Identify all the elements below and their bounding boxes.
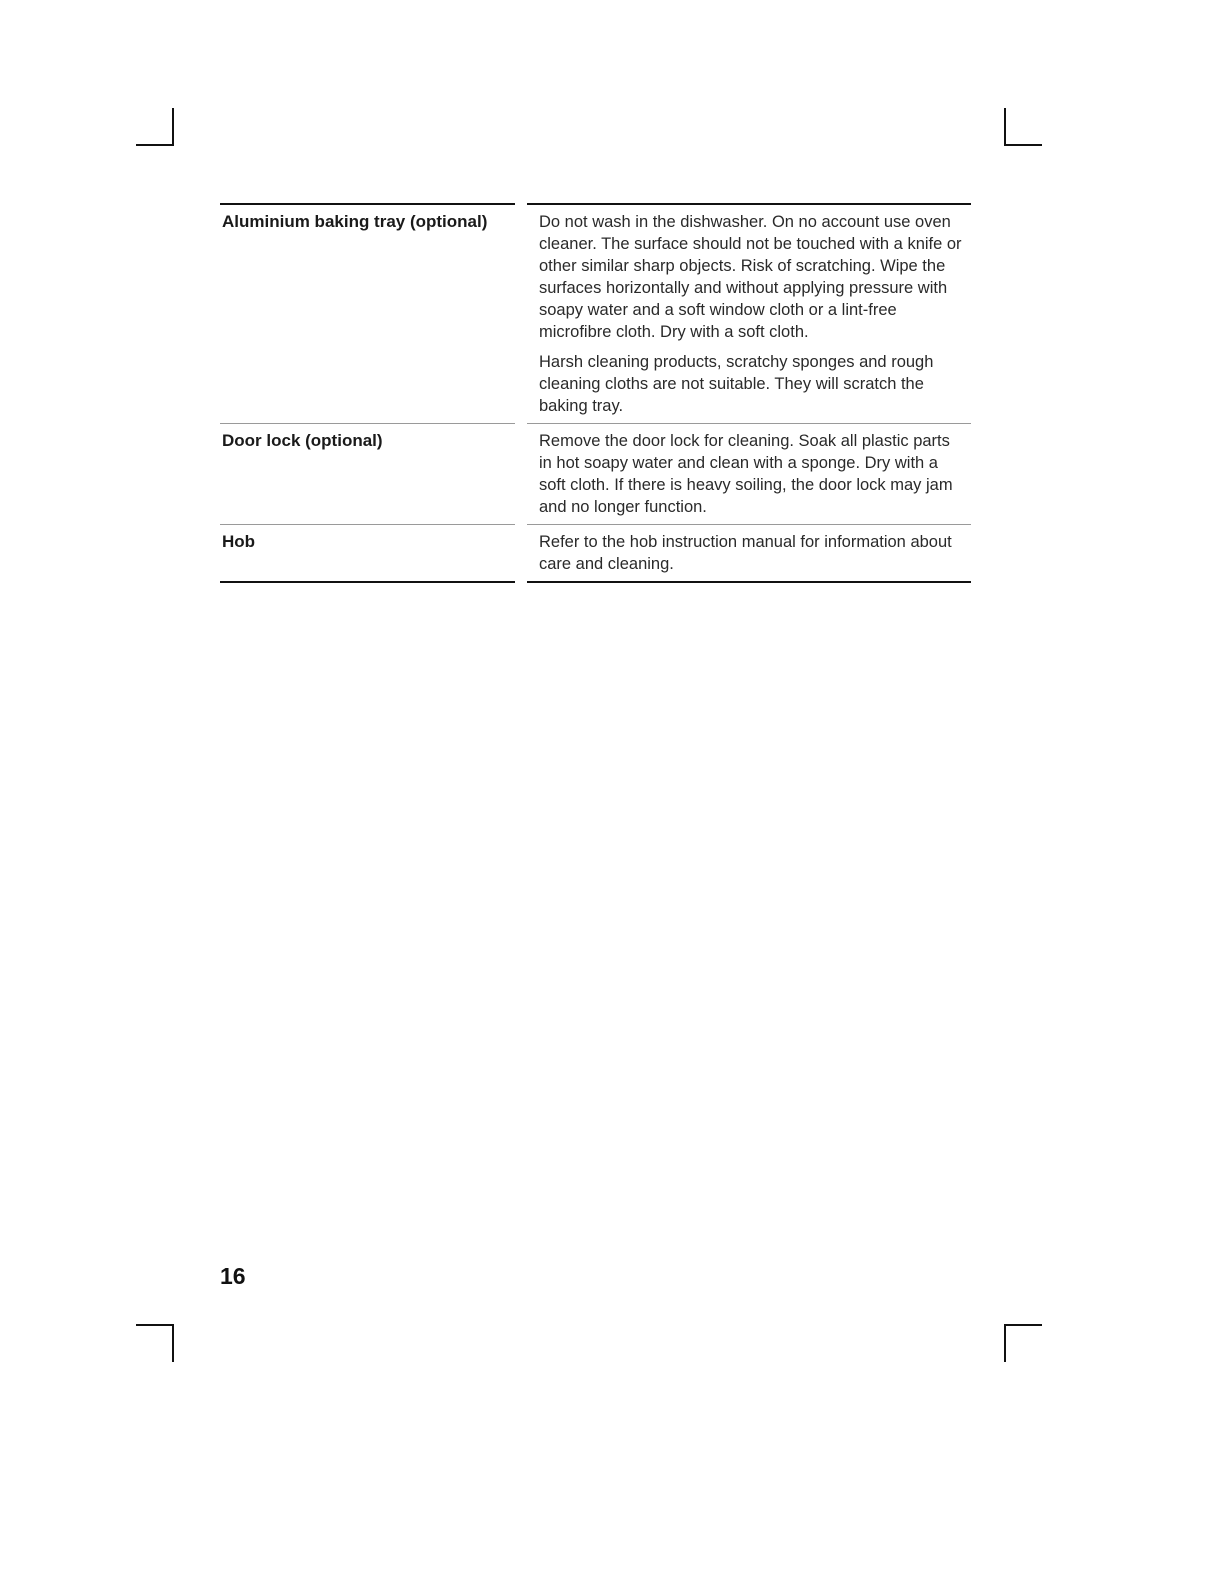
page-number: 16 bbox=[220, 1263, 246, 1289]
care-table bbox=[220, 203, 971, 583]
item-name: Door lock (optional) bbox=[220, 424, 521, 525]
table-row bbox=[220, 424, 971, 525]
item-description bbox=[521, 525, 971, 583]
crop-mark-bottom-left-vertical bbox=[172, 1324, 174, 1362]
crop-mark-top-right-vertical bbox=[1004, 108, 1006, 146]
description-paragraph: Refer to the hob instruction manual for information about care and cleaning. bbox=[539, 533, 952, 573]
crop-mark-top-left-vertical bbox=[172, 108, 174, 146]
crop-mark-bottom-left-horizontal bbox=[136, 1324, 174, 1326]
table-row bbox=[220, 204, 971, 424]
item-description bbox=[521, 204, 971, 424]
crop-mark-bottom-right-vertical bbox=[1004, 1324, 1006, 1362]
description-paragraph: Remove the door lock for cleaning. Soak all plastic parts in hot soapy water and clean with a sponge. Dry with a soft cloth. If there is heavy soiling, the door lock may jam and no longer function. bbox=[539, 432, 953, 516]
description-paragraph: Harsh cleaning products, scratchy sponges and rough cleaning cloths are not suitable. They will scratch the baking tray. bbox=[539, 353, 934, 415]
item-name: Aluminium baking tray (optional) bbox=[220, 204, 521, 424]
table-row bbox=[220, 525, 971, 583]
description-paragraph: Do not wash in the dishwasher. On no account use oven cleaner. The surface should not be touched with a knife or other similar sharp objects. Risk of scratching. Wipe the surfaces horizontally and without applying pressure with soapy water and a soft window cloth or a lint-free microfibre cloth. Dry with a soft cloth. bbox=[539, 213, 962, 341]
item-name: Hob bbox=[220, 525, 521, 583]
item-description bbox=[521, 424, 971, 525]
crop-mark-top-right-horizontal bbox=[1004, 144, 1042, 146]
crop-mark-bottom-right-horizontal bbox=[1004, 1324, 1042, 1326]
crop-mark-top-left-horizontal bbox=[136, 144, 174, 146]
